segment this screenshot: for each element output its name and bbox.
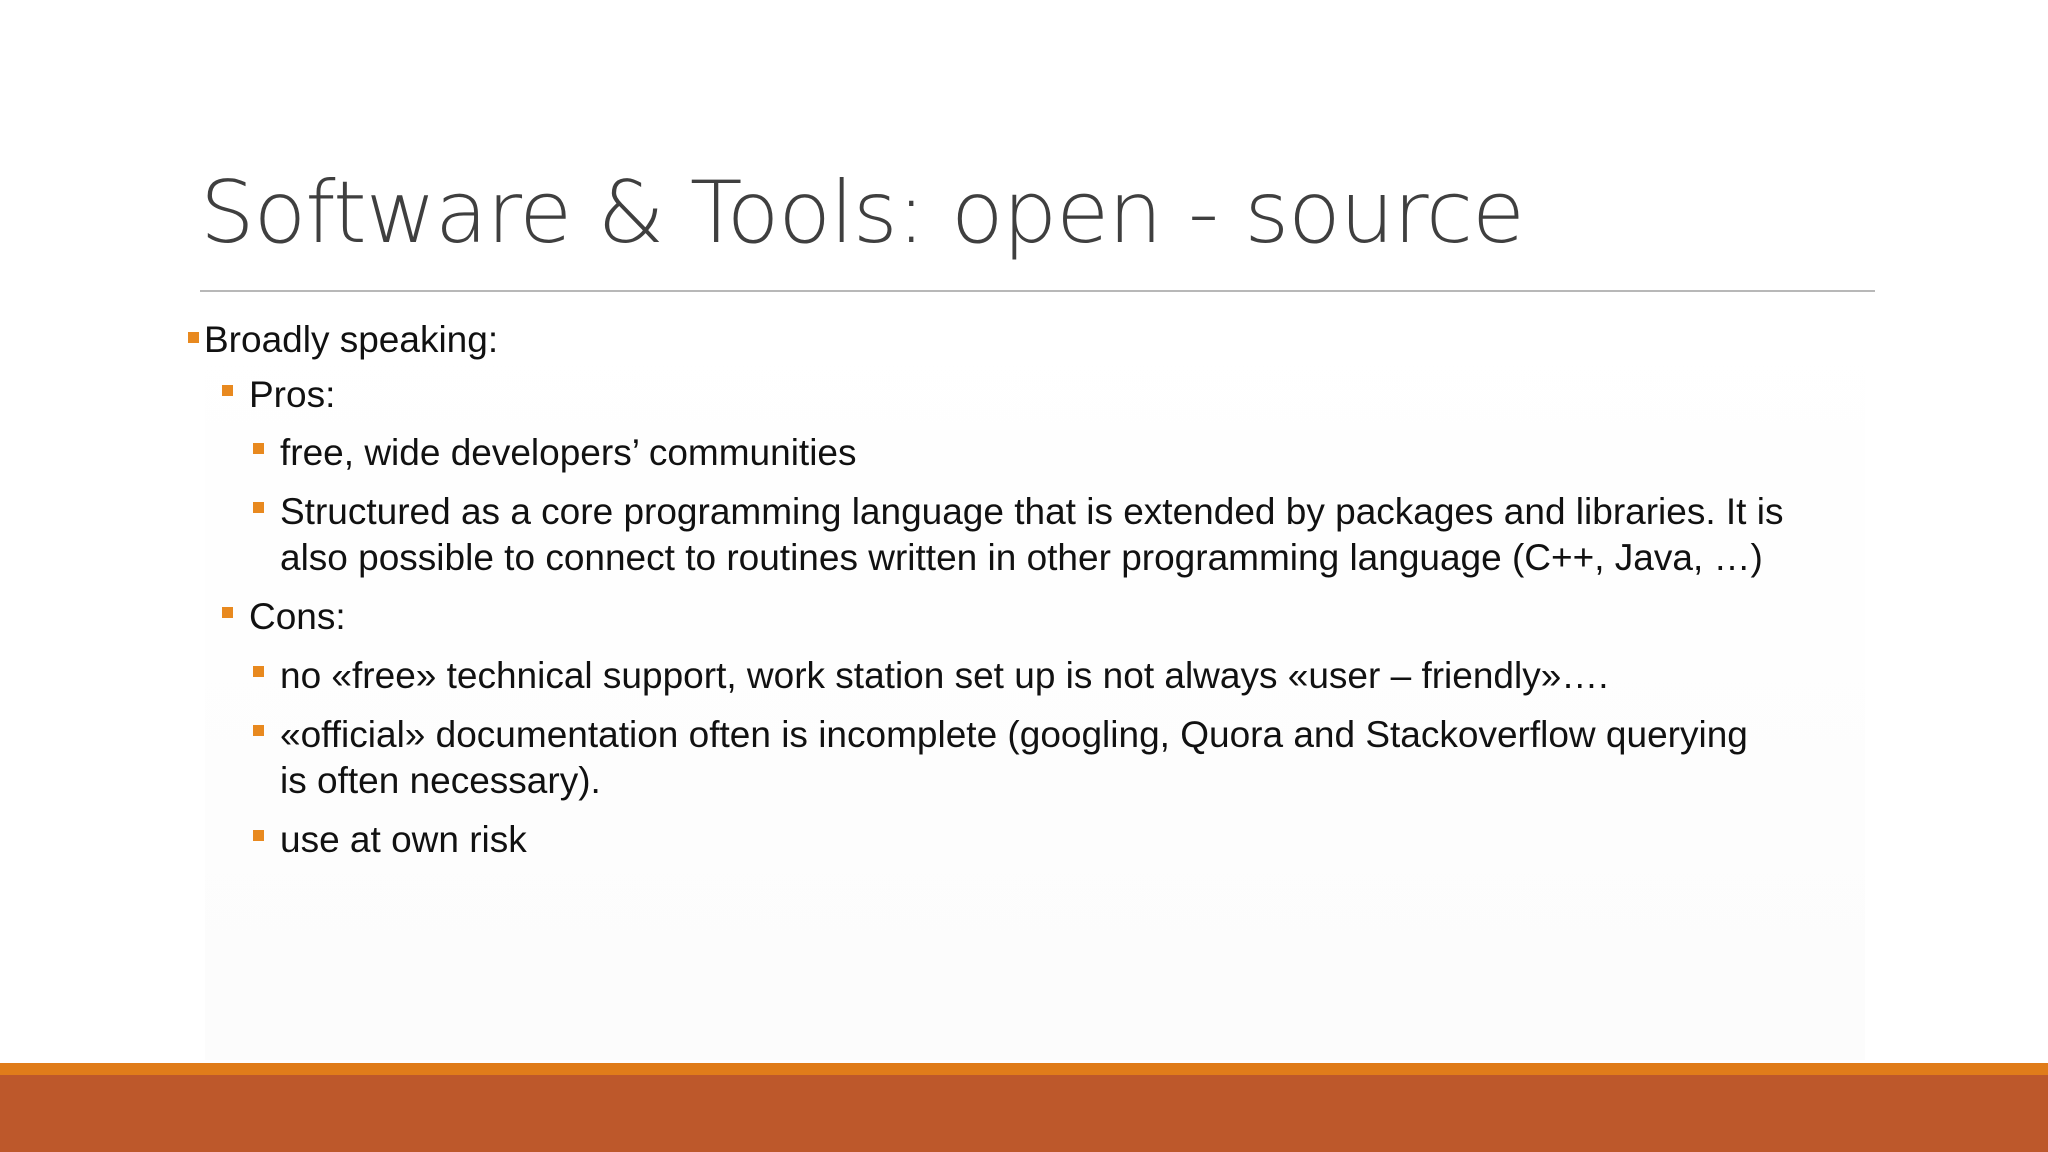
square-bullet-icon <box>253 830 264 841</box>
bullet-pros-free: free, wide developers’ communities <box>280 432 857 473</box>
title-divider <box>200 290 1875 292</box>
bullet-pros: Pros: <box>249 374 336 415</box>
slide-title: Software & Tools: open - source <box>200 163 1524 263</box>
bullet-cons-documentation-line1: «official» documentation often is incomplete (googling, Quora and Stackoverflow querying <box>280 714 1748 755</box>
bullet-pros-structured-line1: Structured as a core programming language that is extended by packages and libraries. It is <box>280 491 1784 532</box>
bullet-cons-documentation-line2: is often necessary). <box>280 760 601 801</box>
bullet-pros-structured-line2: also possible to connect to routines written in other programming language (C++, Java, …) <box>280 537 1763 578</box>
bullet-cons-risk: use at own risk <box>280 819 527 860</box>
square-bullet-icon <box>253 725 264 736</box>
footer-accent-stripe <box>0 1063 2048 1075</box>
square-bullet-icon <box>188 332 199 343</box>
footer-bar <box>0 1075 2048 1152</box>
bullet-cons: Cons: <box>249 596 346 637</box>
bullet-broadly-speaking: Broadly speaking: <box>204 319 499 360</box>
bullet-cons-support: no «free» technical support, work station set up is not always «user – friendly»…. <box>280 655 1609 696</box>
square-bullet-icon <box>222 385 233 396</box>
square-bullet-icon <box>253 502 264 513</box>
square-bullet-icon <box>253 443 264 454</box>
square-bullet-icon <box>253 666 264 677</box>
square-bullet-icon <box>222 607 233 618</box>
